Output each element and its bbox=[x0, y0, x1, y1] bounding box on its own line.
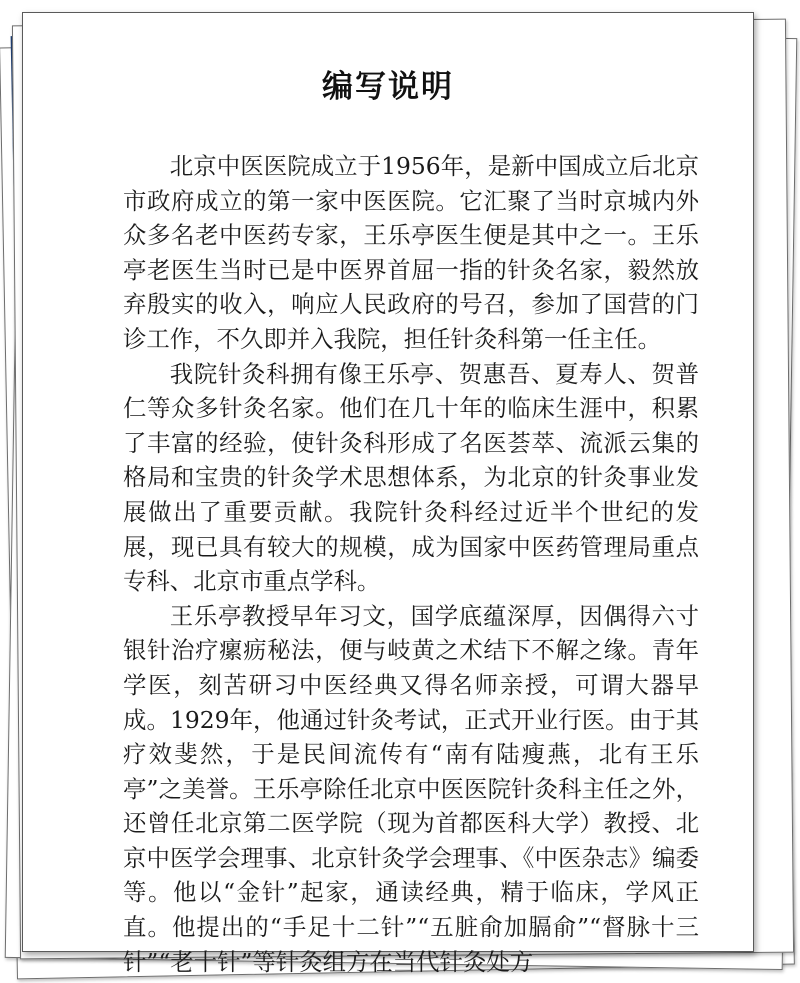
paragraph-3: 王乐亭教授早年习文，国学底蕴深厚，因偶得六寸银针治疗瘰疬秘法，便与岐黄之术结下不解之缘。青年学医，刻苦研习中医经典又得名师亲授，可谓大器早成。1929年，他通过针灸考试，正式开业行医。由于其疗效斐然，于是民间流传有“南有陆瘦燕，北有王乐亭”之美誉。王乐亭除任北京中医医院针灸科主任之外，还曾任北京第二医学院（现为首都医科大学）教授、北京中医学会理事、北京针灸学会理事、《中医杂志》编委等。他以“金针”起家，通读经典，精于临床，学风正直。他提出的“手足十二针”“五脏俞加膈俞”“督脉十三针”“老十针”等针灸组方在当代针灸处方 bbox=[123, 601, 699, 976]
paragraph-2: 我院针灸科拥有像王乐亭、贺惠吾、夏寿人、贺普仁等众多针灸名家。他们在几十年的临床生涯中，积累了丰富的经验，使针灸科形成了名医荟萃、流派云集的格局和宝贵的针灸学术思想体系，为北京的针灸事业发展做出了重要贡献。我院针灸科经过近半个世纪的发展，现已具有较大的规模，成为国家中医药管理局重点专科、北京市重点学科。 bbox=[123, 359, 699, 596]
document-page bbox=[22, 12, 754, 976]
page-body bbox=[123, 149, 699, 979]
paragraph-1: 北京中医医院成立于1956年，是新中国成立后北京市政府成立的第一家中医医院。它汇聚了当时京城内外众多名老中医药专家，王乐亭医生便是其中之一。王乐亭老医生当时已是中医界首屈一指的针灸名家，毅然放弃殷实的收入，响应人民政府的号召，参加了国营的门诊工作，不久即并入我院，担任针灸科第一任主任。 bbox=[123, 152, 699, 353]
page-title: 编写说明 bbox=[322, 69, 454, 105]
